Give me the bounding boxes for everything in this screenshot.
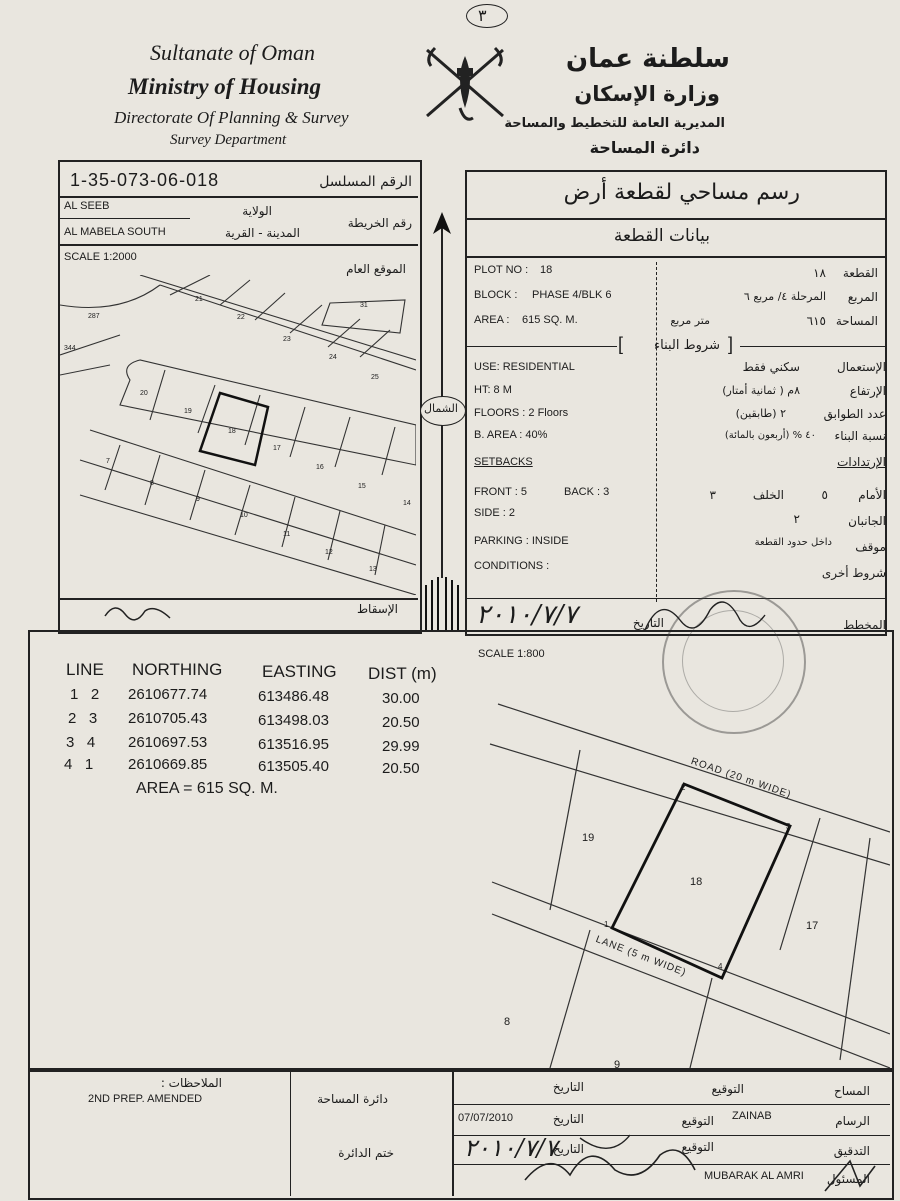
building-area-ar-label: نسبة البناء <box>834 429 886 443</box>
detail-plot-17: 17 <box>806 920 819 932</box>
loc-plot-22: 22 <box>237 314 245 321</box>
serial-divider <box>60 196 418 198</box>
floors-label: FLOORS : 2 Floors <box>474 407 569 419</box>
wilayat-value: AL SEEB <box>64 200 110 212</box>
road-label: ROAD (20 m WIDE) <box>689 756 793 801</box>
date-col-label-3: التاريخ <box>552 1142 584 1156</box>
loc-plot-24: 24 <box>329 354 337 361</box>
bracket-left: [ <box>618 334 624 354</box>
footer-row-divider-1 <box>454 1104 890 1105</box>
loc-plot-344: 344 <box>64 345 76 352</box>
use-ar-label: الإستعمال <box>837 360 886 374</box>
coord-header-northing: NORTHING <box>132 660 223 679</box>
front-setback-label: FRONT : 5 <box>474 486 527 498</box>
header-ar-line1: سلطنة عمان <box>565 44 730 74</box>
coord-row3-easting: 613516.95 <box>258 736 329 753</box>
coord-row3-line: 3 4 <box>66 734 96 751</box>
loc-plot-15: 15 <box>358 483 366 490</box>
planner-label: المخطط <box>843 618 886 632</box>
signature-scribble-final <box>820 1156 880 1196</box>
sign-col-label-3: التوقيع <box>681 1140 714 1154</box>
location-label: الموقع العام <box>346 262 406 276</box>
coord-row1-northing: 2610677.74 <box>128 686 208 703</box>
village-value: AL MABELA SOUTH <box>64 226 166 238</box>
corner-3: 3 <box>786 822 791 831</box>
height-ar-value: ٨م ( ثمانية أمتار) <box>722 384 800 397</box>
survey-title: رسم مساحي لقطعة أرض <box>563 180 800 205</box>
loc-plot-18: 18 <box>228 428 236 435</box>
page-number-oval <box>466 4 508 28</box>
floors-ar-value: ٢ (طابقين) <box>735 407 786 420</box>
subtitle-divider <box>467 256 885 258</box>
signature-scribble-footer <box>520 1130 700 1190</box>
building-conditions-title: شروط البناء <box>654 338 720 353</box>
coord-row2-dist: 20.50 <box>382 714 420 731</box>
sign-col-label: التوقيع <box>711 1082 744 1096</box>
coord-row4-line: 4 1 <box>64 756 94 773</box>
village-label: المدينة - القرية <box>224 226 300 240</box>
front-ar-label: الأمام <box>858 488 886 502</box>
coord-row3-northing: 2610697.53 <box>128 734 208 751</box>
parking-ar-label: موقف <box>855 540 886 554</box>
checker-label: التدقيق <box>833 1144 870 1158</box>
final-name: MUBARAK AL AMRI <box>704 1170 804 1182</box>
parking-ar-value: داخل حدود القطعة <box>754 537 832 548</box>
area-ar-unit: متر مربع <box>670 314 710 327</box>
use-ar-value: سكني فقط <box>742 360 800 374</box>
header-en-line3: Directorate Of Planning & Survey <box>114 108 349 127</box>
parking-label: PARKING : INSIDE <box>474 535 569 547</box>
block-label: BLOCK : <box>474 289 518 301</box>
coord-row2-line: 2 3 <box>68 710 98 727</box>
corner-4: 4 <box>718 962 723 971</box>
loc-plot-287: 287 <box>88 313 100 320</box>
header-ar-line2: وزارة الإسكان <box>574 82 720 106</box>
right-panel-center-divider <box>656 262 657 602</box>
loc-plot-25: 25 <box>371 374 379 381</box>
loc-plot-17: 17 <box>273 445 281 452</box>
wilayat-underline <box>60 218 190 219</box>
loc-plot-7: 7 <box>106 458 110 465</box>
title-divider <box>467 218 885 220</box>
bracket-right: ] <box>728 334 734 354</box>
back-setback-label: BACK : 3 <box>564 486 610 498</box>
drafter-label: الرسام <box>835 1114 870 1128</box>
coord-row1-dist: 30.00 <box>382 690 420 707</box>
loc-plot-8: 8 <box>150 480 154 487</box>
plot-no-label: PLOT NO : <box>474 264 529 276</box>
village-divider <box>60 244 418 246</box>
scale-2000: SCALE 1:2000 <box>64 251 137 263</box>
date-handwritten-right: ٢٠١٠/٧/٧ <box>476 600 578 630</box>
coord-row3-dist: 29.99 <box>382 738 420 755</box>
coord-header-dist: DIST (m) <box>368 664 437 683</box>
height-label: HT: 8 M <box>474 384 512 396</box>
north-arrow-icon <box>433 212 451 234</box>
height-ar-label: الإرتفاع <box>849 384 886 398</box>
front-ar-value: ٥ <box>821 488 828 502</box>
header-en-line4: Survey Department <box>170 132 287 148</box>
loc-plot-23: 23 <box>283 336 291 343</box>
detail-plot-8: 8 <box>504 1016 511 1028</box>
coord-row1-line: 1 2 <box>70 686 100 703</box>
loc-plot-16: 16 <box>316 464 324 471</box>
area-ar-value: ٦١٥ <box>806 314 826 328</box>
serial-number: 1-35-073-06-018 <box>70 170 220 190</box>
plot-data-title: بيانات القطعة <box>613 226 710 246</box>
loc-plot-20: 20 <box>140 390 148 397</box>
map-number-label: رقم الخريطة <box>347 216 412 230</box>
loc-plot-11: 11 <box>283 531 291 538</box>
date-col-label: التاريخ <box>552 1080 584 1094</box>
detail-plot-9: 9 <box>614 1059 621 1071</box>
sign-col-label-2: التوقيع <box>681 1114 714 1128</box>
header-en-line2: Ministry of Housing <box>128 74 321 99</box>
drafter-name: ZAINAB <box>732 1110 772 1122</box>
setbacks-label: SETBACKS <box>474 456 533 468</box>
loc-plot-31: 31 <box>360 302 368 309</box>
loc-plot-21: 21 <box>195 296 203 303</box>
plot-no-ar-value: ١٨ <box>813 266 826 280</box>
coord-row4-dist: 20.50 <box>382 760 420 777</box>
loc-plot-13: 13 <box>369 566 377 573</box>
conditions-divider-right <box>740 346 885 347</box>
serial-label: الرقم المسلسل <box>319 174 412 190</box>
footer-divider-1 <box>290 1070 291 1196</box>
signature-mark-left <box>100 596 180 626</box>
plot-no-ar-label: القطعة <box>842 266 878 280</box>
loc-plot-9: 9 <box>196 496 200 503</box>
side-setback-label: SIDE : 2 <box>474 507 515 519</box>
loc-plot-12: 12 <box>325 549 333 556</box>
checker-date: ٢٠١٠/٧/٧ <box>464 1134 558 1162</box>
plot-no-value: 18 <box>540 264 553 276</box>
block-value: PHASE 4/BLK 6 <box>532 289 612 301</box>
detail-plot-18: 18 <box>690 876 703 888</box>
coord-row4-northing: 2610669.85 <box>128 756 208 773</box>
north-arrow-base-icon <box>420 575 464 630</box>
detail-map <box>440 660 890 1068</box>
detail-plot-19: 19 <box>582 832 595 844</box>
building-area-ar-value: ٤٠ % (أربعون بالمائة) <box>724 430 816 441</box>
lane-label: LANE (5 m WIDE) <box>594 934 688 979</box>
setbacks-ar-label: الإرتدادات <box>837 455 886 469</box>
survey-dept-label: دائرة المساحة <box>317 1092 388 1106</box>
header-ar-line4: دائرة المساحة <box>589 138 700 157</box>
dept-stamp-label: ختم الدائرة <box>338 1146 394 1160</box>
wilayat-label: الولاية <box>242 204 272 218</box>
block-ar-label: المربع <box>847 290 878 304</box>
coord-row4-easting: 613505.40 <box>258 758 329 775</box>
surveyor-label: المساح <box>833 1084 870 1098</box>
other-conditions-ar-label: شروط أخرى <box>821 566 886 580</box>
final-label: المسئول <box>826 1172 870 1186</box>
header-en-line1: Sultanate of Oman <box>150 40 315 65</box>
corner-1: 1 <box>604 920 609 929</box>
coord-row2-northing: 2610705.43 <box>128 710 208 727</box>
coord-header-easting: EASTING <box>262 662 337 681</box>
coord-row1-easting: 613486.48 <box>258 688 329 705</box>
use-label: USE: RESIDENTIAL <box>474 361 575 373</box>
conditions-divider-left <box>467 346 617 347</box>
area-label: AREA : <box>474 314 510 326</box>
header-ar-line3: المديرية العامة للتخطيط والمساحة <box>504 116 725 131</box>
corner-2: 2 <box>681 783 686 792</box>
area-value: 615 SQ. M. <box>522 314 578 326</box>
remarks-label: الملاحظات : <box>160 1076 222 1090</box>
drafter-date: 07/07/2010 <box>458 1112 514 1124</box>
coord-area: AREA = 615 SQ. M. <box>136 780 278 797</box>
page-number: ٣ <box>478 6 487 25</box>
area-ar-label: المساحة <box>835 314 878 328</box>
remarks-value: 2ND PREP. AMENDED <box>88 1093 203 1105</box>
back-ar-label: الخلف <box>752 488 784 502</box>
coord-header-line: LINE <box>66 660 104 679</box>
conditions-label: CONDITIONS : <box>474 560 550 572</box>
block-ar-value: المرحلة ٤/ مربع ٦ <box>743 290 826 303</box>
loc-plot-10: 10 <box>240 512 248 519</box>
scale-800: SCALE 1:800 <box>478 648 545 660</box>
loc-plot-19: 19 <box>184 408 192 415</box>
date-label-right: التاريخ <box>632 616 664 630</box>
location-map <box>60 275 416 595</box>
date-col-label-2: التاريخ <box>552 1112 584 1126</box>
projection-label: الإسقاط <box>356 602 398 616</box>
side-ar-label: الجانبان <box>848 514 886 528</box>
footer-divider-2 <box>452 1070 454 1196</box>
floors-ar-label: عدد الطوابق <box>823 407 886 421</box>
north-label: الشمال <box>424 402 458 415</box>
oman-emblem-icon <box>415 38 515 128</box>
building-area-label: B. AREA : 40% <box>474 429 548 441</box>
coord-row2-easting: 613498.03 <box>258 712 329 729</box>
back-ar-value: ٣ <box>709 488 716 502</box>
loc-plot-14: 14 <box>403 500 411 507</box>
side-ar-value: ٢ <box>793 512 800 526</box>
